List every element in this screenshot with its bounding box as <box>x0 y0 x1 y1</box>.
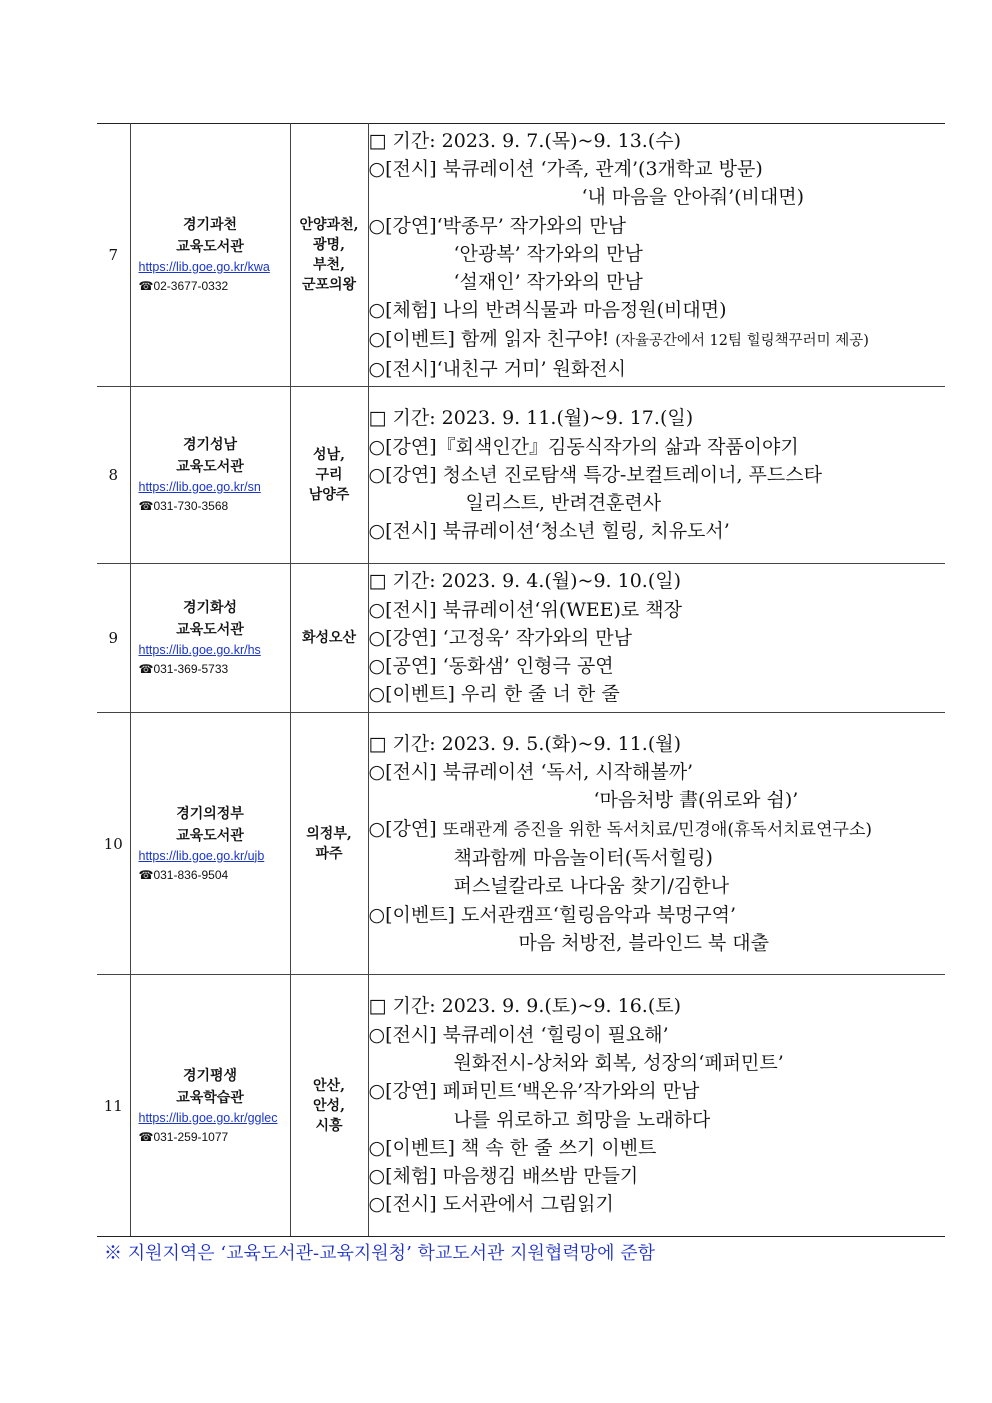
support-area-line: 안양과천, <box>299 217 359 233</box>
program-line: 나를 위로하고 희망을 노래하다 <box>453 1108 711 1131</box>
row-number: 11 <box>97 975 130 1237</box>
support-area-line: 파주 <box>315 845 343 862</box>
program-line: ○[강연]‘박종무’ 작가와의 만남 <box>368 214 626 237</box>
row-number: 9 <box>97 564 130 713</box>
row-number: 10 <box>97 713 130 975</box>
library-name-line1: 경기화성 <box>182 600 238 616</box>
library-name-line2: 교육도서관 <box>176 459 244 475</box>
program-line: ○[강연] ‘고정욱’ 작가와의 만남 <box>368 626 632 649</box>
program-line: 일리스트, 반려견훈련사 <box>465 492 662 515</box>
library-cell <box>130 124 290 387</box>
program-line <box>369 325 946 355</box>
support-area-line: 구리 <box>315 467 343 483</box>
table-row <box>97 975 945 1237</box>
program-period: □ 기간: 2023. 9. 9.(토)~9. 16.(토) <box>368 995 682 1018</box>
program-line: 책과함께 마음놀이터(독서힐링) <box>453 847 713 869</box>
row-number: 8 <box>97 387 130 564</box>
library-name-line1: 경기과천 <box>182 217 238 233</box>
library-name-line2: 교육학습관 <box>176 1089 244 1106</box>
library-url-link[interactable]: https://lib.goe.go.kr/sn <box>138 480 261 494</box>
support-area-cell <box>290 387 368 564</box>
table-row <box>97 387 945 564</box>
program-line: ○[전시] 북큐레이션‘청소년 힐링, 치유도서’ <box>368 520 730 543</box>
support-area-cell <box>290 564 368 713</box>
library-cell <box>130 713 290 975</box>
program-line: ○[전시] 도서관에서 그림읽기 <box>368 1193 614 1216</box>
library-name-line1: 경기의정부 <box>176 805 244 822</box>
program-cell <box>368 564 945 713</box>
library-url-link[interactable]: https://lib.goe.go.kr/ujb <box>138 848 265 863</box>
program-line: ○[이벤트] 우리 한 줄 너 한 줄 <box>368 683 620 706</box>
program-line: ○[전시] 북큐레이션 ‘독서, 시작해볼까’ <box>368 761 694 784</box>
program-period: □ 기간: 2023. 9. 11.(월)~9. 17.(일) <box>368 407 694 430</box>
support-area-line: 군포의왕 <box>301 277 357 293</box>
library-phone: ☎02-3677-0332 <box>138 279 229 293</box>
program-line: ○[강연] 청소년 진로탐색 특강-보컬트레이너, 푸드스타 <box>368 463 822 486</box>
row-number: 7 <box>97 124 130 387</box>
support-area-line: 성남, <box>313 447 345 463</box>
program-line: ‘내 마음을 안아줘’(비대면) <box>581 186 805 209</box>
program-cell <box>368 124 945 387</box>
program-table <box>97 123 945 1237</box>
table-row <box>97 713 945 975</box>
program-line-main: ○[이벤트] 함께 읽자 친구야! <box>368 327 610 350</box>
program-line: ○[전시] 북큐레이션‘위(WEE)로 책장 <box>368 598 683 621</box>
library-cell <box>130 564 290 713</box>
library-phone: ☎031-369-5733 <box>138 662 229 676</box>
library-name-line1: 경기평생 <box>182 1067 238 1084</box>
program-line: ○[체험] 나의 반려식물과 마음정원(비대면) <box>368 299 727 322</box>
program-cell <box>368 387 945 564</box>
program-line: ○[강연] 페퍼민트‘백온유’작가와의 만남 <box>368 1080 700 1103</box>
library-cell <box>130 387 290 564</box>
library-url-link[interactable]: https://lib.goe.go.kr/kwa <box>138 260 270 274</box>
library-phone: ☎031-730-3568 <box>138 499 229 513</box>
program-line: 퍼스널칼라로 나다움 찾기/김한나 <box>453 875 729 898</box>
program-cell <box>368 713 945 975</box>
support-area-line: 부천, <box>313 257 345 273</box>
program-line: ‘마음처방 書(위로와 쉼)’ <box>593 789 799 812</box>
program-line: ○[전시] 북큐레이션 ‘가족, 관계’(3개학교 방문) <box>368 157 763 180</box>
footnote: ※ 지원지역은 ‘교육도서관-교육지원청’ 학교도서관 지원협력망에 준함 <box>104 1243 655 1264</box>
library-name-line2: 교육도서관 <box>176 827 244 844</box>
table-row <box>97 124 945 387</box>
support-area-line: 안성, <box>313 1097 345 1114</box>
program-line: ○[이벤트] 도서관캠프‘힐링음악과 북멍구역’ <box>368 903 737 926</box>
program-line: ○[전시]‘내친구 거미’ 원화전시 <box>368 358 626 381</box>
program-line <box>369 815 946 844</box>
program-line: 마음 처방전, 블라인드 북 대출 <box>518 931 769 954</box>
support-area-line: 광명, <box>313 237 345 253</box>
program-line-note: 또래관계 증진을 위한 독서치료/민경애(휴독서치료연구소) <box>442 819 873 840</box>
library-name-line2: 교육도서관 <box>176 239 244 255</box>
program-line: ○[이벤트] 책 속 한 줄 쓰기 이벤트 <box>368 1136 657 1159</box>
library-url-link[interactable]: https://lib.goe.go.kr/gglec <box>138 1110 278 1125</box>
library-url-link[interactable]: https://lib.goe.go.kr/hs <box>138 643 261 657</box>
support-area-cell <box>290 713 368 975</box>
support-area-cell <box>290 124 368 387</box>
program-line: ○[공연] ‘동화샘’ 인형극 공연 <box>368 655 614 678</box>
support-area-line: 의정부, <box>306 825 352 842</box>
program-period: □ 기간: 2023. 9. 4.(월)~9. 10.(일) <box>368 570 682 593</box>
library-name-line1: 경기성남 <box>182 437 238 453</box>
program-line-main: ○[강연] <box>368 817 437 840</box>
support-area-line: 남양주 <box>308 487 350 503</box>
program-period: □ 기간: 2023. 9. 7.(목)~9. 13.(수) <box>368 129 682 152</box>
library-phone: ☎031-836-9504 <box>138 867 229 882</box>
table-row <box>97 564 945 713</box>
program-cell <box>368 975 945 1237</box>
support-area-cell <box>290 975 368 1237</box>
program-period: □ 기간: 2023. 9. 5.(화)~9. 11.(월) <box>368 732 682 755</box>
program-line: ‘설재인’ 작가와의 만남 <box>453 271 643 294</box>
library-phone: ☎031-259-1077 <box>138 1129 229 1144</box>
support-area-line: 시흥 <box>315 1117 343 1134</box>
support-area-line: 안산, <box>313 1077 345 1094</box>
program-line: 원화전시-상처와 회복, 성장의‘페퍼민트’ <box>453 1051 784 1074</box>
library-cell <box>130 975 290 1237</box>
program-line: ○[강연]『회색인간』김동식작가의 삶과 작품이야기 <box>368 435 799 458</box>
program-line: ○[전시] 북큐레이션 ‘힐링이 필요해’ <box>368 1023 669 1046</box>
program-line: ○[체험] 마음챙김 배쓰밤 만들기 <box>368 1165 639 1188</box>
program-line-note: (자율공간에서 12팀 힐링책꾸러미 제공) <box>615 332 869 349</box>
library-name-line2: 교육도서관 <box>176 622 244 638</box>
support-area-line: 화성오산 <box>301 630 357 646</box>
program-line: ‘안광복’ 작가와의 만남 <box>453 242 643 265</box>
